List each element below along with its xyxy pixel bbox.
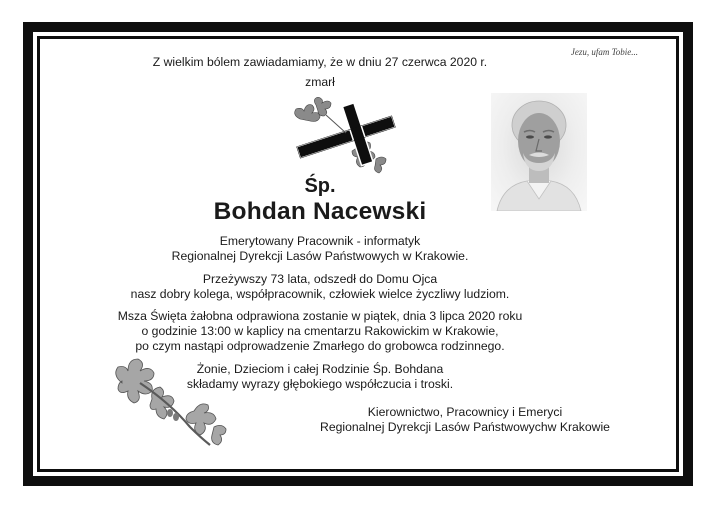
- condolences-line-2: składamy wyrazy głębokiego współczucia i troski.: [186, 377, 454, 391]
- mass-line-1: Msza Święta żałobna odprawiona zostanie w piątek, dnia 3 lipca 2020 roku: [117, 309, 523, 323]
- cross-with-oak-leaves-icon: [286, 97, 406, 180]
- outer-black-frame: [23, 22, 693, 486]
- life-line-1: Przeżywszy 73 lata, odszedł do Domu Ojca: [202, 272, 438, 286]
- position-line-1: Emerytowany Pracownik - informatyk: [219, 234, 421, 248]
- position-line-2: Regionalnej Dyrekcji Lasów Państwowych w Krakowie.: [171, 249, 469, 263]
- signature-line-1: Kierownictwo, Pracownicy i Emeryci: [367, 405, 563, 419]
- announcement-line-2: zmarł: [305, 75, 335, 89]
- mass-line-2: o godzinie 13:00 w kaplicy na cmentarzu Rakowickim w Krakowie,: [141, 324, 499, 338]
- deceased-name: Bohdan Nacewski: [213, 198, 427, 225]
- condolences-line-1: Żonie, Dzieciom i całej Rodzinie Śp. Bohdana: [196, 362, 444, 376]
- frame-gap: [33, 32, 683, 476]
- signature-line-2: Regionalnej Dyrekcji Lasów Państwowychw Krakowie: [320, 420, 610, 434]
- announcement-line-1: Z wielkim bólem zawiadamiamy, że w dniu 27 czerwca 2020 r.: [152, 55, 488, 69]
- deceased-portrait-photo: [491, 93, 587, 211]
- life-line-2: nasz dobry kolega, współpracownik, człowiek wielce życzliwy ludziom.: [130, 287, 510, 301]
- obituary-card: [37, 36, 679, 472]
- oak-leaves-branch-icon: [110, 353, 240, 454]
- motto-text: Jezu, ufam Tobie...: [570, 47, 638, 57]
- mass-line-3: po czym nastąpi odprowadzenie Zmarłego do grobowca rodzinnego.: [135, 339, 505, 353]
- deceased-prefix: Śp.: [304, 175, 336, 197]
